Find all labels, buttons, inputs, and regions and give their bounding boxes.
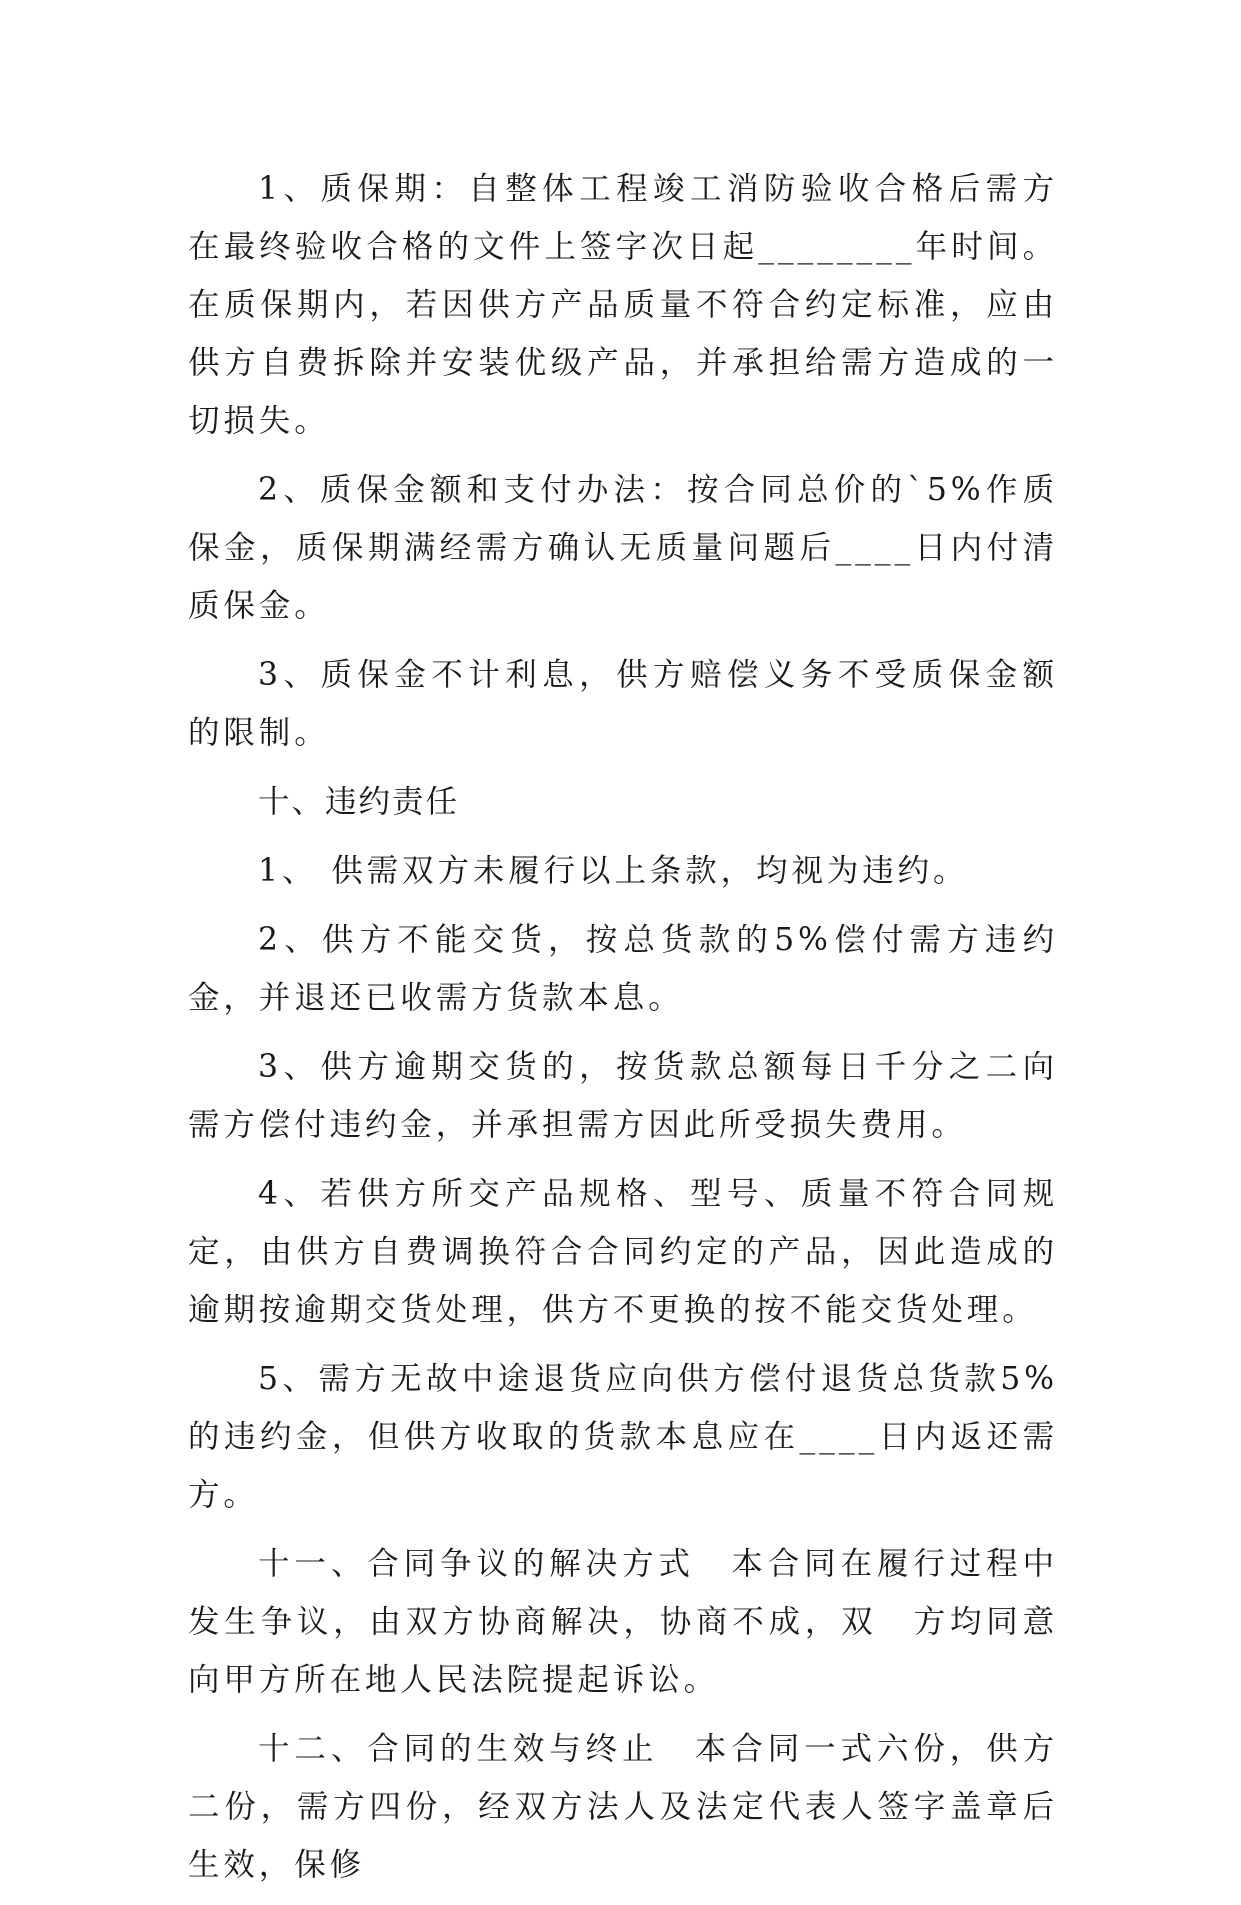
clause-breach-1: 1、 供需双方未履行以上条款，均视为违约。 xyxy=(258,853,969,889)
section-heading-breach-liability: 十、违约责任 xyxy=(258,784,460,820)
clause-deposit-interest: 3、质保金不计利息，供方赔偿义务不受质保金额的限制。 xyxy=(188,657,1058,751)
section-effect-termination: 十二、合同的生效与终止 本合同一式六份，供方二份，需方四份，经双方法人及法定代表人签字盖章后生效，保修 xyxy=(188,1731,1058,1883)
clause-breach-5: 5、需方无故中途退货应向供方偿付退货总货款5%的违约金，但供方收取的货款本息应在____日内返还需方。 xyxy=(188,1361,1058,1513)
section-dispute-resolution: 十一、合同争议的解决方式 本合同在履行过程中发生争议，由双方协商解决，协商不成，双 方均同意向甲方所在地人民法院提起诉讼。 xyxy=(188,1546,1058,1698)
document-page xyxy=(188,160,1058,1905)
clause-warranty-period: 1、质保期：自整体工程竣工消防验收合格后需方在最终验收合格的文件上签字次日起________年时间。在质保期内，若因供方产品质量不符合约定标准，应由供方自费拆除并安装优级产品，并承担给需方造成的一切损失。 xyxy=(188,171,1058,439)
clause-breach-2: 2、供方不能交货，按总货款的5%偿付需方违约金，并退还已收需方货款本息。 xyxy=(188,922,1058,1016)
clause-breach-3: 3、供方逾期交货的，按货款总额每日千分之二向需方偿付违约金，并承担需方因此所受损失费用。 xyxy=(188,1049,1058,1143)
clause-breach-4: 4、若供方所交产品规格、型号、质量不符合同规定，由供方自费调换符合合同约定的产品，因此造成的逾期按逾期交货处理，供方不更换的按不能交货处理。 xyxy=(188,1176,1058,1328)
clause-warranty-deposit: 2、质保金额和支付办法：按合同总价的`5%作质保金，质保期满经需方确认无质量问题后____日内付清质保金。 xyxy=(188,472,1058,624)
